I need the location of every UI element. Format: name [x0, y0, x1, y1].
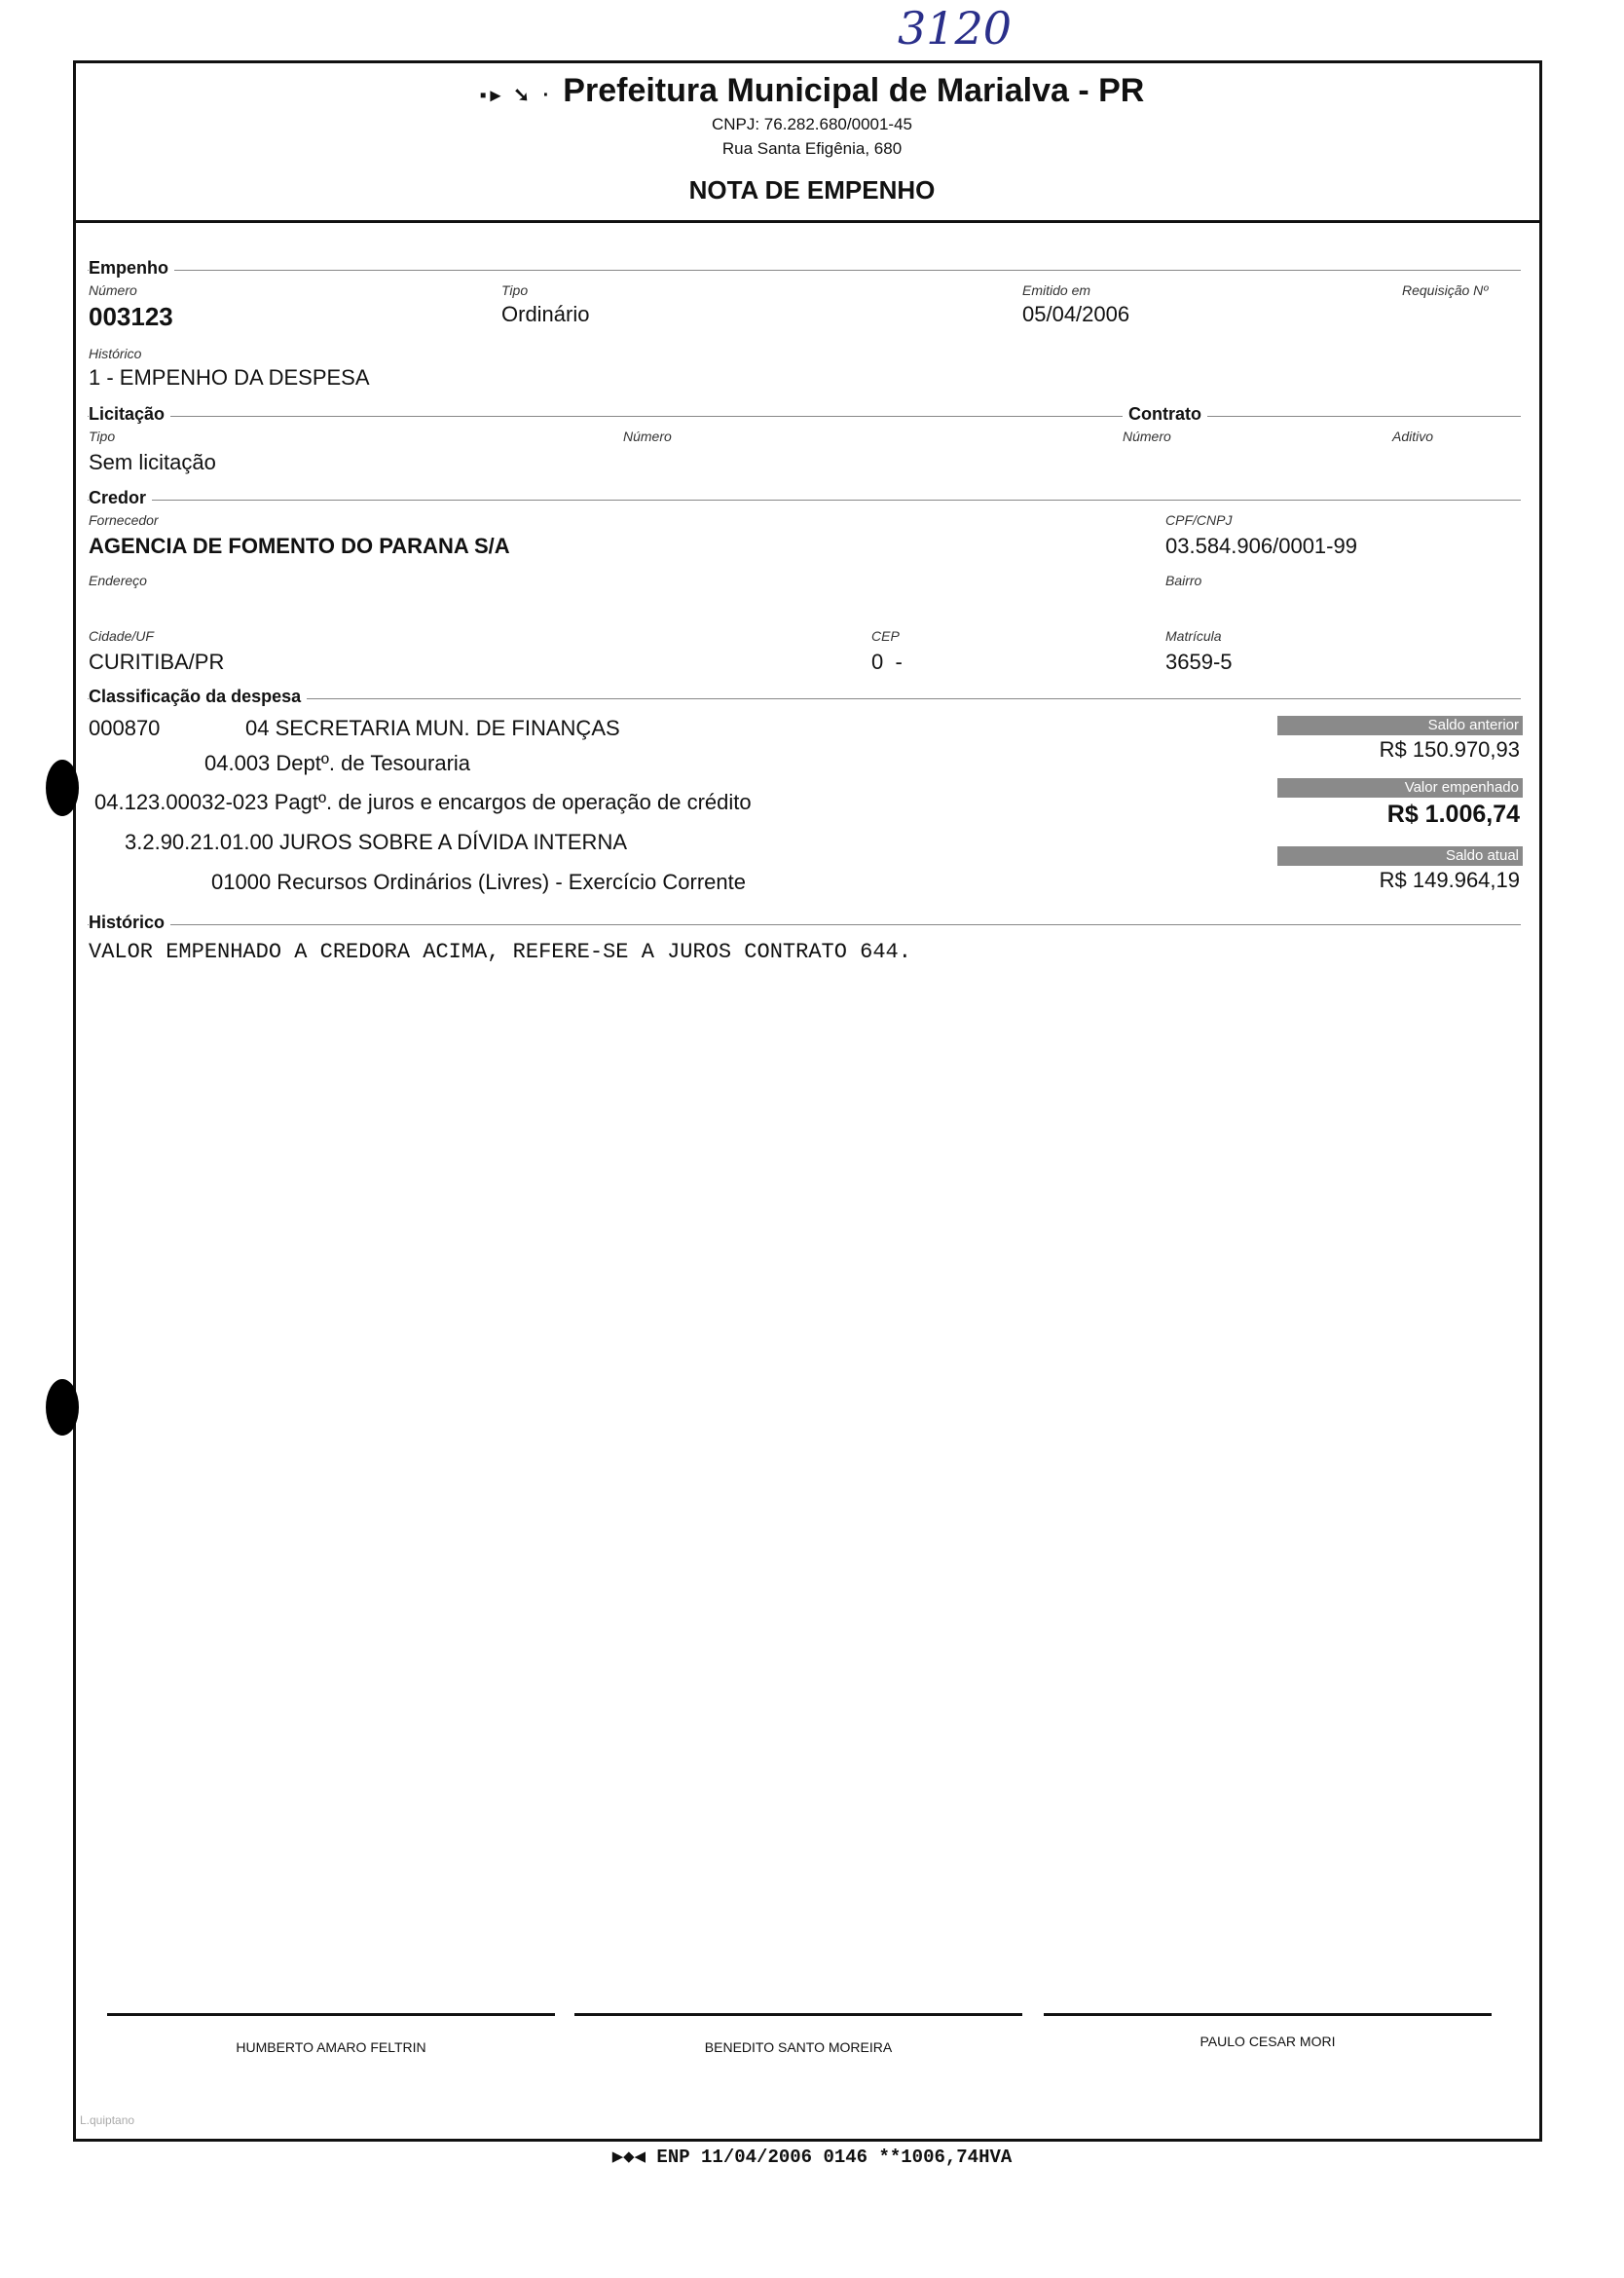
licitacao-numero-label: Número	[623, 429, 672, 444]
saldo-anterior-value: R$ 150.970,93	[1379, 737, 1520, 762]
section-empenho: Empenho	[89, 258, 174, 279]
document-title: NOTA DE EMPENHO	[688, 175, 936, 205]
credor-fornecedor: AGENCIA DE FOMENTO DO PARANA S/A	[89, 534, 510, 558]
signature-line-3	[1044, 2013, 1492, 2016]
historico-text: VALOR EMPENHADO A CREDORA ACIMA, REFERE-SE A JUROS CONTRATO 644.	[89, 940, 911, 964]
municipal-crest-icon: ▪▸ ➘ ·	[479, 85, 554, 106]
header-address: Rua Santa Efigênia, 680	[721, 139, 903, 158]
classificacao-orgao: 04 SECRETARIA MUN. DE FINANÇAS	[245, 716, 620, 740]
bairro-label: Bairro	[1165, 573, 1202, 588]
credor-cpf: 03.584.906/0001-99	[1165, 534, 1357, 558]
section-classificacao: Classificação da despesa	[89, 687, 307, 707]
classificacao-codigo: 000870	[89, 716, 161, 740]
empenho-historico: 1 - EMPENHO DA DESPESA	[89, 365, 370, 390]
requisicao-label: Requisição Nº	[1402, 282, 1489, 298]
signature-line-2	[574, 2013, 1022, 2016]
signature-name-2: BENEDITO SANTO MOREIRA	[704, 2039, 893, 2055]
signature-line-1	[107, 2013, 555, 2016]
cpf-label: CPF/CNPJ	[1165, 512, 1233, 528]
fornecedor-label: Fornecedor	[89, 512, 159, 528]
handwritten-mark: 3120	[898, 2, 1013, 55]
signature-name-1: HUMBERTO AMARO FELTRIN	[236, 2039, 426, 2055]
contrato-aditivo-label: Aditivo	[1392, 429, 1434, 444]
empenho-rule	[88, 270, 1521, 271]
signature-name-3: PAULO CESAR MORI	[1200, 2034, 1336, 2049]
footer-machine-stamp	[0, 2146, 1624, 2168]
valor-empenhado-label: Valor empenhado	[1277, 778, 1523, 798]
credor-cep: 0 -	[871, 650, 903, 674]
organization-name: Prefeitura Municipal de Marialva - PR	[563, 72, 1145, 109]
numero-label: Número	[89, 282, 137, 298]
footer-faint-text: L.quiptano	[80, 2113, 135, 2127]
classificacao-recurso: 01000 Recursos Ordinários (Livres) - Exercício Corrente	[211, 870, 746, 894]
licitacao-tipo: Sem licitação	[89, 450, 216, 474]
empenho-numero: 003123	[89, 302, 173, 331]
section-contrato: Contrato	[1123, 404, 1207, 425]
empenho-tipo: Ordinário	[501, 302, 590, 326]
header-cnpj: CNPJ: 76.282.680/0001-45	[711, 115, 913, 133]
section-licitacao: Licitação	[89, 404, 170, 425]
licitacao-tipo-label: Tipo	[89, 429, 116, 444]
credor-cidade: CURITIBA/PR	[89, 650, 225, 674]
historico-rule	[88, 924, 1521, 925]
empenho-emitido: 05/04/2006	[1022, 302, 1130, 326]
classificacao-natureza: 3.2.90.21.01.00 JUROS SOBRE A DÍVIDA INTERNA	[125, 830, 628, 854]
historico-label: Histórico	[89, 346, 142, 361]
valor-empenhado-value: R$ 1.006,74	[1386, 801, 1520, 828]
endereco-label: Endereço	[89, 573, 147, 588]
cidade-label: Cidade/UF	[89, 628, 154, 644]
classificacao-unidade: 04.003 Deptº. de Tesouraria	[204, 751, 471, 775]
tipo-label: Tipo	[501, 282, 529, 298]
saldo-atual-value: R$ 149.964,19	[1379, 868, 1520, 892]
licitacao-rule	[88, 416, 1521, 417]
contrato-numero-label: Número	[1123, 429, 1171, 444]
punch-hole-top	[46, 760, 79, 816]
footer-stamp-text: ENP 11/04/2006 0146 **1006,74HVA	[656, 2147, 1013, 2168]
matricula-label: Matrícula	[1165, 628, 1222, 644]
classificacao-funcional: 04.123.00032-023 Pagtº. de juros e encargos de operação de crédito	[94, 790, 752, 814]
section-credor: Credor	[89, 488, 152, 508]
saldo-atual-label: Saldo atual	[1277, 846, 1523, 866]
cep-label: CEP	[871, 628, 900, 644]
credor-matricula: 3659-5	[1165, 650, 1233, 674]
organization-header	[0, 72, 1624, 110]
printer-logo-icon: ▶◆◀	[611, 2147, 657, 2168]
punch-hole-bottom	[46, 1379, 79, 1436]
credor-rule	[88, 500, 1521, 501]
section-historico: Histórico	[89, 913, 170, 933]
saldo-anterior-label: Saldo anterior	[1277, 716, 1523, 735]
header-separator	[73, 220, 1539, 223]
emitido-label: Emitido em	[1022, 282, 1091, 298]
